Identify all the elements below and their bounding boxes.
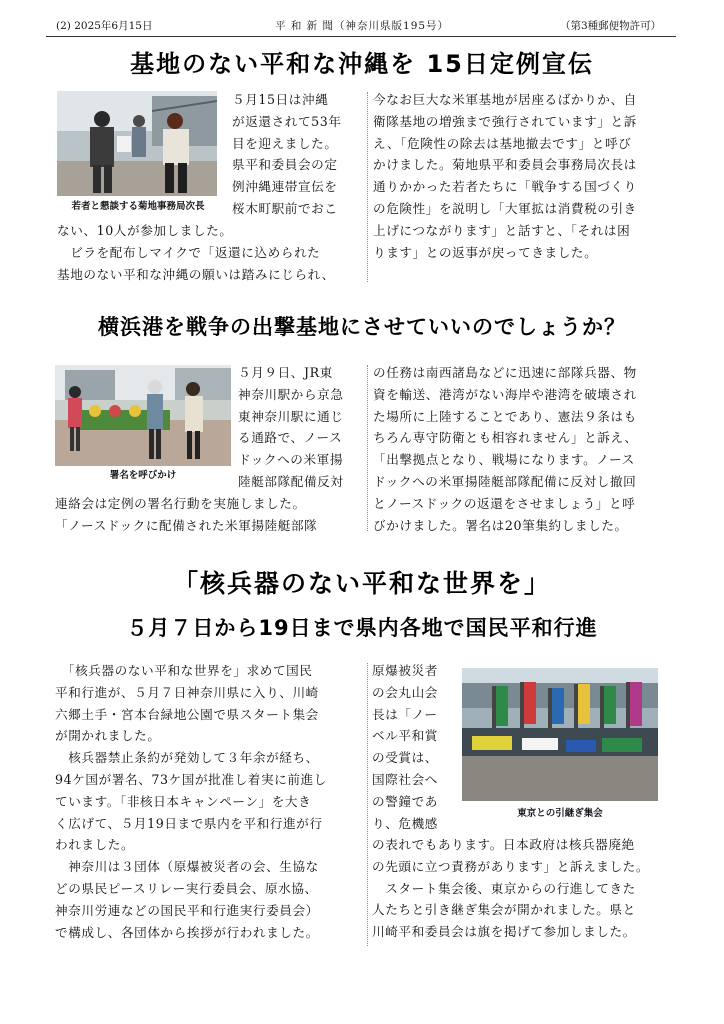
article2-wrap-text xyxy=(238,362,364,493)
text-line: とノースドックの返還をさせましょう」と呼 xyxy=(373,495,636,511)
text-line: た場所に上陸することであり、憲法９条はも xyxy=(373,408,637,424)
text-line: の表れでもあります。日本政府は核兵器廃絶 xyxy=(372,837,635,852)
text-line: が開かれました。 xyxy=(55,728,161,744)
text-line: 県平和委員会の定 xyxy=(232,157,338,173)
text-line: 桜木町駅前でおこ xyxy=(232,200,338,216)
article3-photo xyxy=(462,668,658,801)
text-line: ちろん専守防衛とも相容れません」と訴え、 xyxy=(373,430,638,446)
text-line: 神奈川労連などの国民平和行進実行委員会） xyxy=(55,902,319,918)
postal-permit: （第3種郵便物許可） xyxy=(560,20,662,32)
column-divider xyxy=(367,92,368,282)
text-line: 神奈川駅から京急 xyxy=(238,386,344,402)
text-line: 東神奈川駅に通じ xyxy=(238,408,344,424)
article1-headline: 基地のない平和な沖縄を 15日定例宣伝 xyxy=(130,50,594,78)
text-line: スタート集会後、東京からの行進してきた xyxy=(372,880,636,896)
text-line: 川崎平和委員会は旗を掲げて参加しました。 xyxy=(372,924,636,940)
article2-right-text xyxy=(373,362,673,536)
text-line: え、「危険性の除去は基地撤去です」と呼び xyxy=(373,135,632,151)
text-line: ５月15日は沖縄 xyxy=(232,92,329,107)
article1-right-text xyxy=(373,89,673,263)
article3-wrap-text xyxy=(372,660,458,834)
text-line: の受賞は、 xyxy=(372,750,438,766)
text-line: ドックへの米軍揚陸艇部隊配備に反対し撤回 xyxy=(373,473,637,489)
text-line: の危険性」を説明し「大軍拡は消費税の引き xyxy=(373,200,637,216)
text-line: ベル平和賞 xyxy=(372,728,438,744)
text-line: 例沖縄連帯宣伝を xyxy=(232,179,338,195)
article2-left-text xyxy=(55,493,365,537)
article3-photo-caption: 東京との引継ぎ集会 xyxy=(517,808,603,819)
text-line: 衛隊基地の増強まで強行されています」と訴 xyxy=(373,113,637,129)
text-line: 核兵器禁止条約が発効して３年余が経ち、 xyxy=(55,750,319,766)
text-line: かけました。菊地県平和委員会事務局次長は xyxy=(373,157,637,173)
text-line: で構成し、各団体から挨拶が行われました。 xyxy=(55,924,319,940)
text-line: ５月９日、JR東 xyxy=(238,365,333,380)
text-line: 今なお巨大な米軍基地が居座るばかりか、自 xyxy=(373,92,637,107)
text-line: 目を迎えました。 xyxy=(232,135,338,151)
article1-photo xyxy=(57,91,217,196)
text-line: り、危機感 xyxy=(372,815,438,831)
text-line: る通路で、ノース xyxy=(238,430,343,446)
article3-subheadline: ５月７日から19日まで県内各地で国民平和行進 xyxy=(126,616,598,640)
text-line: 資を輸送、港湾がない海岸や港湾を破壊され xyxy=(373,386,637,402)
text-line: の先頭に立つ責務があります」と訴えました。 xyxy=(372,858,650,874)
article3-right-text xyxy=(372,834,672,943)
text-line: ドックへの米軍揚 xyxy=(238,452,344,468)
header-rule xyxy=(46,36,676,37)
text-line: ります」との返事が戻ってきました。 xyxy=(373,244,598,260)
text-line: どの県民ピースリレー実行委員会、原水協、 xyxy=(55,880,318,896)
text-line: 神奈川は３団体（原爆被災者の会、生協な xyxy=(55,859,319,875)
article3-left-text xyxy=(55,660,365,943)
text-line: 人たちと引き継ぎ集会が開かれました。県と xyxy=(372,902,636,918)
newspaper-title: 平 和 新 聞（神奈川県版195号） xyxy=(275,20,450,32)
column-divider xyxy=(367,365,368,531)
text-line: 原爆被災者 xyxy=(372,663,438,678)
text-line: の会丸山会 xyxy=(372,684,438,700)
text-line: 陸艇部隊配備反対 xyxy=(238,473,344,489)
issue-date: (2) 2025年6月15日 xyxy=(56,20,153,32)
text-line: 六郷土手・宮本台緑地公園で県スタート集会 xyxy=(55,706,319,722)
text-line: 94ケ国が署名、73ケ国が批准し着実に前進し xyxy=(55,771,327,787)
article2-photo-caption: 署名を呼びかけ xyxy=(109,470,177,481)
text-line: われました。 xyxy=(55,837,135,853)
column-divider xyxy=(367,663,368,946)
text-line: の任務は南西諸島などに迅速に部隊兵器、物 xyxy=(373,365,637,380)
article2-headline: 横浜港を戦争の出撃基地にさせていいのでしょうか？ xyxy=(98,315,626,339)
article1-wrap-text xyxy=(232,89,360,220)
article2-photo xyxy=(55,365,231,466)
text-line: びかけました。署名は20筆集約しました。 xyxy=(373,517,628,533)
text-line: 「ノースドックに配備された米軍揚陸艇部隊 xyxy=(55,517,318,533)
text-line: 平和行進が、５月７日神奈川県に入り、川崎 xyxy=(55,684,319,700)
text-line: が返還されて53年 xyxy=(232,113,342,129)
text-line: の警鐘であ xyxy=(372,793,438,809)
text-line: ています。「非核日本キャンペーン」を大き xyxy=(55,793,312,809)
text-line: 連絡会は定例の署名行動を実施しました。 xyxy=(55,496,306,511)
text-line: 国際社会へ xyxy=(372,771,438,787)
article3-headline: 「核兵器のない平和な世界を」 xyxy=(172,569,551,598)
article1-left-text xyxy=(57,220,367,285)
text-line: く広げて、５月19日まで県内を平和行進が行 xyxy=(55,815,323,831)
text-line: ない、10人が参加しました。 xyxy=(57,223,233,238)
text-line: 長は「ノー xyxy=(372,706,438,722)
text-line: 通りかかった若者たちに「戦争する国づくり xyxy=(373,179,637,195)
text-line: 「核兵器のない平和な世界を」求めて国民 xyxy=(55,663,313,678)
article1-photo-caption: 若者と懇談する菊地事務局次長 xyxy=(71,201,205,212)
text-line: 基地のない平和な沖縄の願いは踏みにじられ、 xyxy=(57,266,335,282)
text-line: 「出撃拠点となり、戦場になります。ノース xyxy=(373,452,635,468)
text-line: ビラを配布しマイクで「返還に込められた xyxy=(57,244,321,260)
text-line: 上げにつながります」と話すと、「それは困 xyxy=(373,222,631,238)
